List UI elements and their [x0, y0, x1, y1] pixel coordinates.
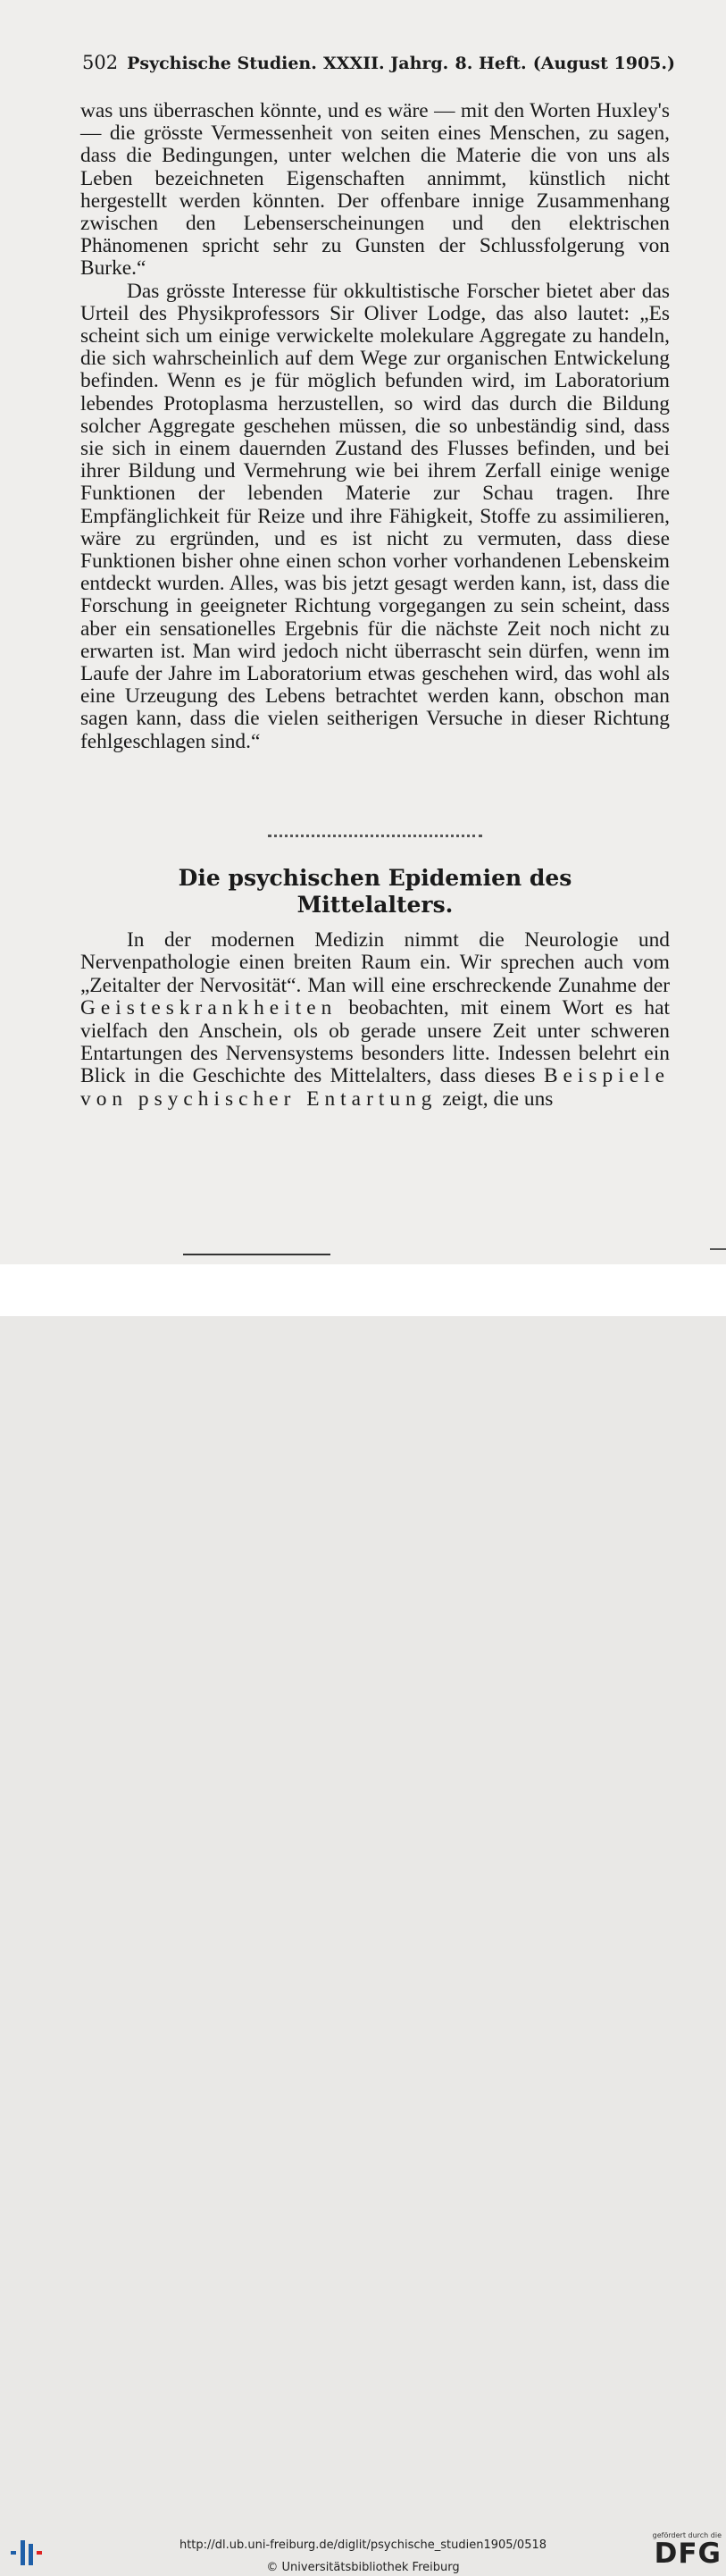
dfg-wordmark: DFG — [654, 2538, 722, 2570]
edge-mark — [710, 1248, 726, 1250]
title-line: Die psychischen Epidemien des — [178, 865, 572, 891]
article-title — [80, 865, 670, 919]
issue-date: (August 1905.) — [532, 54, 675, 73]
footer-bar — [0, 1264, 726, 2574]
text-run: zeigt, die uns — [442, 1087, 554, 1111]
spaced-emphasis: Beispiele von psychischer Entartung — [80, 1064, 670, 1111]
paragraph: was uns überraschen könnte, und es wäre — mit den Worten Huxley's — die grösste Vermessenheit von seiten eines Menschen, zu sagen, dass die Bedingungen, unter welchen die Materie die von uns als Leben bezeichneten Eigenschaften annimmt, künstlich nicht hergestellt werden könnten. Der offenbare innige Zusammenhang zwischen den Lebenserscheinungen und den elektrischen Phänomenen spricht sehr zu Gunsten der Schlussfolgerung von Burke.“ — [80, 99, 670, 281]
footnote-rule — [183, 1254, 330, 1255]
issue: 8. Heft. — [455, 54, 527, 73]
page-number: 502 — [82, 52, 119, 73]
spaced-emphasis: Geisteskrankheiten — [80, 996, 338, 1020]
text-run: beobachten, mit einem Wort es hat vielfach den Anschein, ols ob gerade unsere Zeit unter schweren Entartungen des Nervensystems besonders litte. Indessen belehrt ein Blick in die Geschichte des Mittelalters, dass dieses — [80, 996, 670, 1088]
copyright-notice: © Universitätsbibliothek Freiburg — [266, 2561, 460, 2574]
running-header — [82, 52, 675, 80]
article-body — [80, 929, 670, 1111]
scanned-page — [0, 0, 726, 1264]
paragraph: Das grösste Interesse für okkultistische Forscher bietet aber das Urteil des Physikprofessors Sir Oliver Lodge, das also lautet: „Es scheint sich um einige verwickelte molekulare Aggregate zu handeln, die sich wahrscheinlich auf dem Wege zur organischen Entwickelung befinden. Wenn es je für möglich befunden wird, im Laboratorium lebendes Protoplasma herzustellen, so wird das durch die Bildung solcher Aggregate geschehen müssen, die so unbeständig sind, dass sie sich in einem dauernden Zustand des Flusses befinden, und bei ihrer Bildung und Vermehrung wie bei ihrem Zerfall einige wenige Funktionen der lebenden Materie zur Schau tragen. Ihre Empfänglichkeit für Reize und ihre Fähigkeit, Stoffe zu assimilieren, wäre zu ergründen, und es ist nicht zu vermuten, dass diese Funktionen bisher ohne einen schon vorher vorhandenen Lebenskeim entdeckt wurden. Alles, was bis jetzt gesagt werden kann, ist, dass die Forschung in geeigneter Richtung vorgegangen zu sein scheint, dass aber ein sensationelles Ergebnis für die nächste Zeit noch nicht zu erwarten ist. Man wird jedoch nicht überrascht sein dürfen, wenn im Laufe der Jahre im Laboratorium etwas geschehen wird, das wohl als eine Urzeugung des Lebens betrachtet werden kann, obschon man sagen kann, dass die vielen seitherigen Versuche in dieser Richtung fehlgeschlagen sind.“ — [80, 279, 670, 753]
source-link[interactable]: http://dl.ub.uni-freiburg.de/diglit/psychische_studien1905/0518 — [179, 2538, 547, 2552]
volume: XXXII. Jahrg. — [323, 54, 449, 73]
text-run: In der modernen Medizin nimmt die Neurologie und Nervenpathologie einen breiten Raum ein. Wir sprechen auch vom „Zeitalter der Nervosität“. Man will eine erschreckende Zunahme der — [80, 928, 670, 997]
dfg-caption: gefördert durch die — [652, 2531, 722, 2539]
journal-title: Psychische Studien. — [127, 54, 317, 73]
paragraph — [80, 929, 670, 1111]
section-divider — [268, 835, 482, 843]
section-continued-text — [80, 100, 670, 753]
title-line: Mittelalters. — [296, 892, 454, 918]
dfg-logo — [639, 2531, 722, 2576]
